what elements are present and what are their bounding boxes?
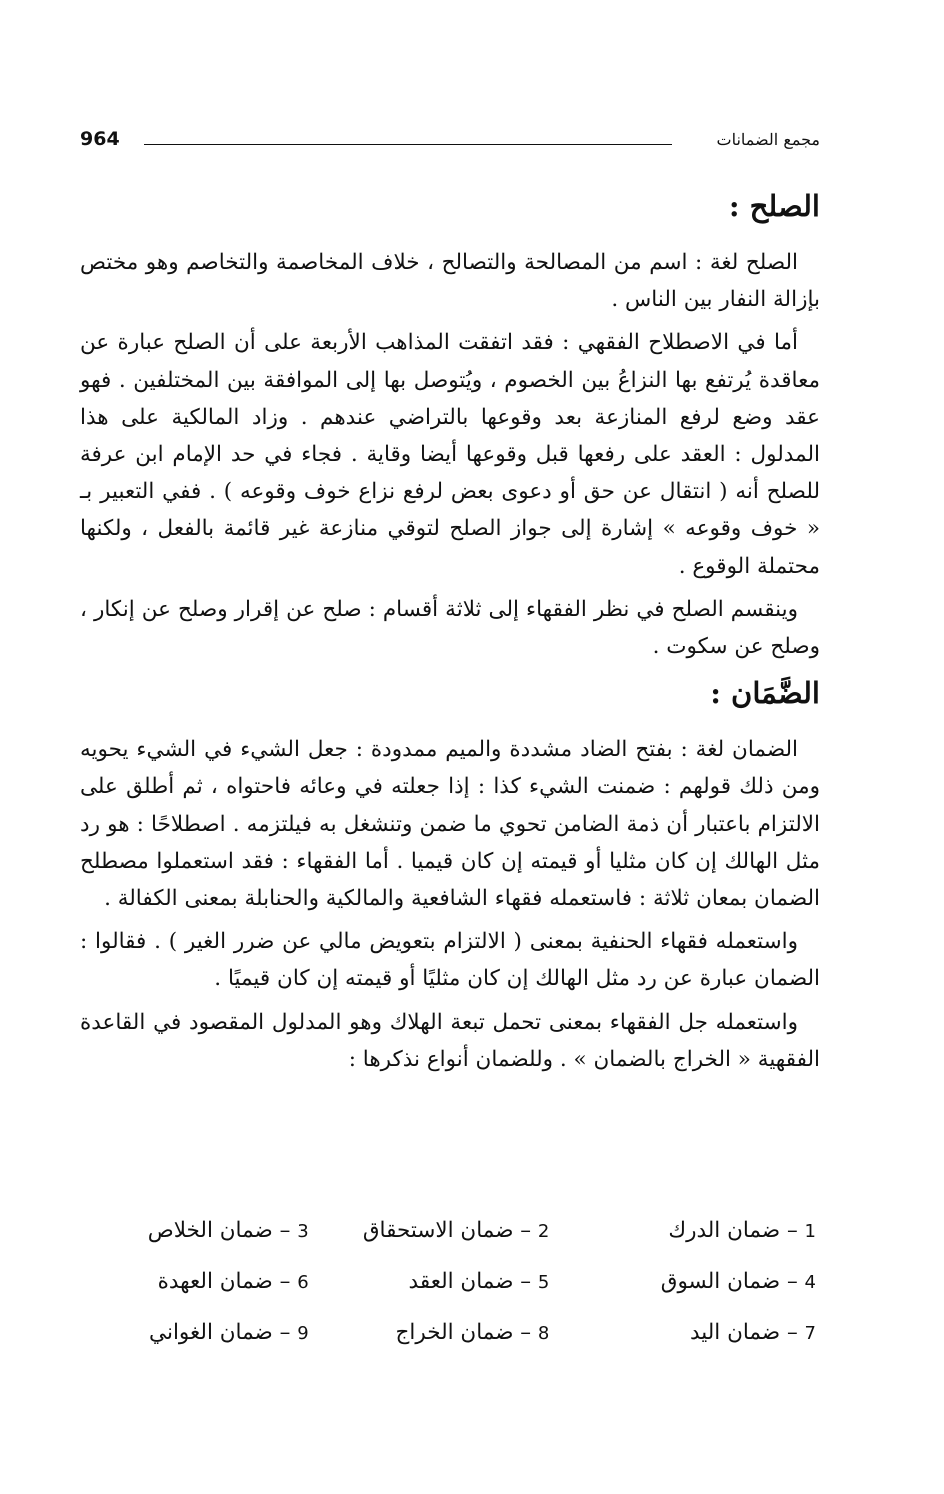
list-item: 6 – ضمان العهدة [157,1269,309,1294]
paragraph: وينقسم الصلح في نظر الفقهاء إلى ثلاثة أقسام : صلح عن إقرار وصلح عن إنكار ، وصلح عن سكوت . [80,596,820,660]
list-item: 2 – ضمان الاستحقاق [362,1218,550,1243]
header-rule [144,144,672,145]
running-title: مجمع الضمانات [716,130,820,149]
section-title-sulh: الصلح : [728,189,820,223]
list-item: 5 – ضمان العقد [408,1269,550,1294]
list-item: 4 – ضمان السوق [660,1269,816,1294]
section-title-daman: الضَّمَان : [710,676,820,711]
main-text [80,186,820,1084]
list-item: 3 – ضمان الخلاص [147,1218,309,1243]
paragraph: واستعمله جل الفقهاء بمعنى تحمل تبعة الهلاك وهو المدلول المقصود في القاعدة الفقهية « الخراج بالضمان » . وللضمان أنواع نذكرها : [80,1009,820,1072]
paragraph: الضمان لغة : بفتح الضاد مشددة والميم ممدودة : جعل الشيء في الشيء يحويه ومن ذلك قولهم : ضمنت الشيء كذا : إذا جعلته في وعائه فاحتواه ، ثم أطلق على الالتزام باعتبار أن ذمة الضامن تحوي ما ضمن وتنشغل به فيلتزمه . اصطلاحًا : هو رد مثل الهالك إن كان مثليا أو قيمته إن كان قيميا . أما الفقهاء : فقد استعملوا مصطلح الضمان بمعان ثلاثة : فاستعمله فقهاء الشافعية والمالكية والحنابلة بمعنى الكفالة . [80,737,820,912]
paragraph: الصلح لغة : اسم من المصالحة والتصالح ، خلاف المخاصمة والتخاصم وهو مختص بإزالة النفار بين الناس . [80,250,820,313]
page-header [80,128,820,162]
page-number: 964 [80,128,120,150]
paragraph: واستعمله فقهاء الحنفية بمعنى ( الالتزام بتعويض مالي عن ضرر الغير ) . فقالوا : الضمان عبارة عن رد مثل الهالك إن كان مثليًا أو قيمته إن كان قيميًا . [80,929,820,992]
list-item: 9 – ضمان الغواني [149,1320,309,1345]
list-item: 7 – ضمان اليد [689,1320,816,1345]
list-item: 8 – ضمان الخراج [395,1320,550,1345]
list-item: 1 – ضمان الدرك [668,1218,816,1243]
daman-types-list [80,1206,820,1359]
paragraph: أما في الاصطلاح الفقهي : فقد اتفقت المذاهب الأربعة على أن الصلح عبارة عن معاقدة يُرتفع بها النزاعُ بين الخصوم ، ويُتوصل بها إلى الموافقة بين المختلفين . فهو عقد وضع لرفع المنازعة بعد وقوعها بالتراضي عندهم . وزاد المالكية على هذا المدلول : العقد على رفعها قبل وقوعها أيضا وقاية . فجاء في حد الإمام ابن عرفة للصلح أنه ( انتقال عن حق أو دعوى بعض لرفع نزاع خوف وقوعه ) . ففي التعبير بـ « خوف وقوعه » إشارة إلى جواز الصلح لتوقي منازعة غير قائمة بالفعل ، ولكنها محتملة الوقوع . [80,330,820,579]
